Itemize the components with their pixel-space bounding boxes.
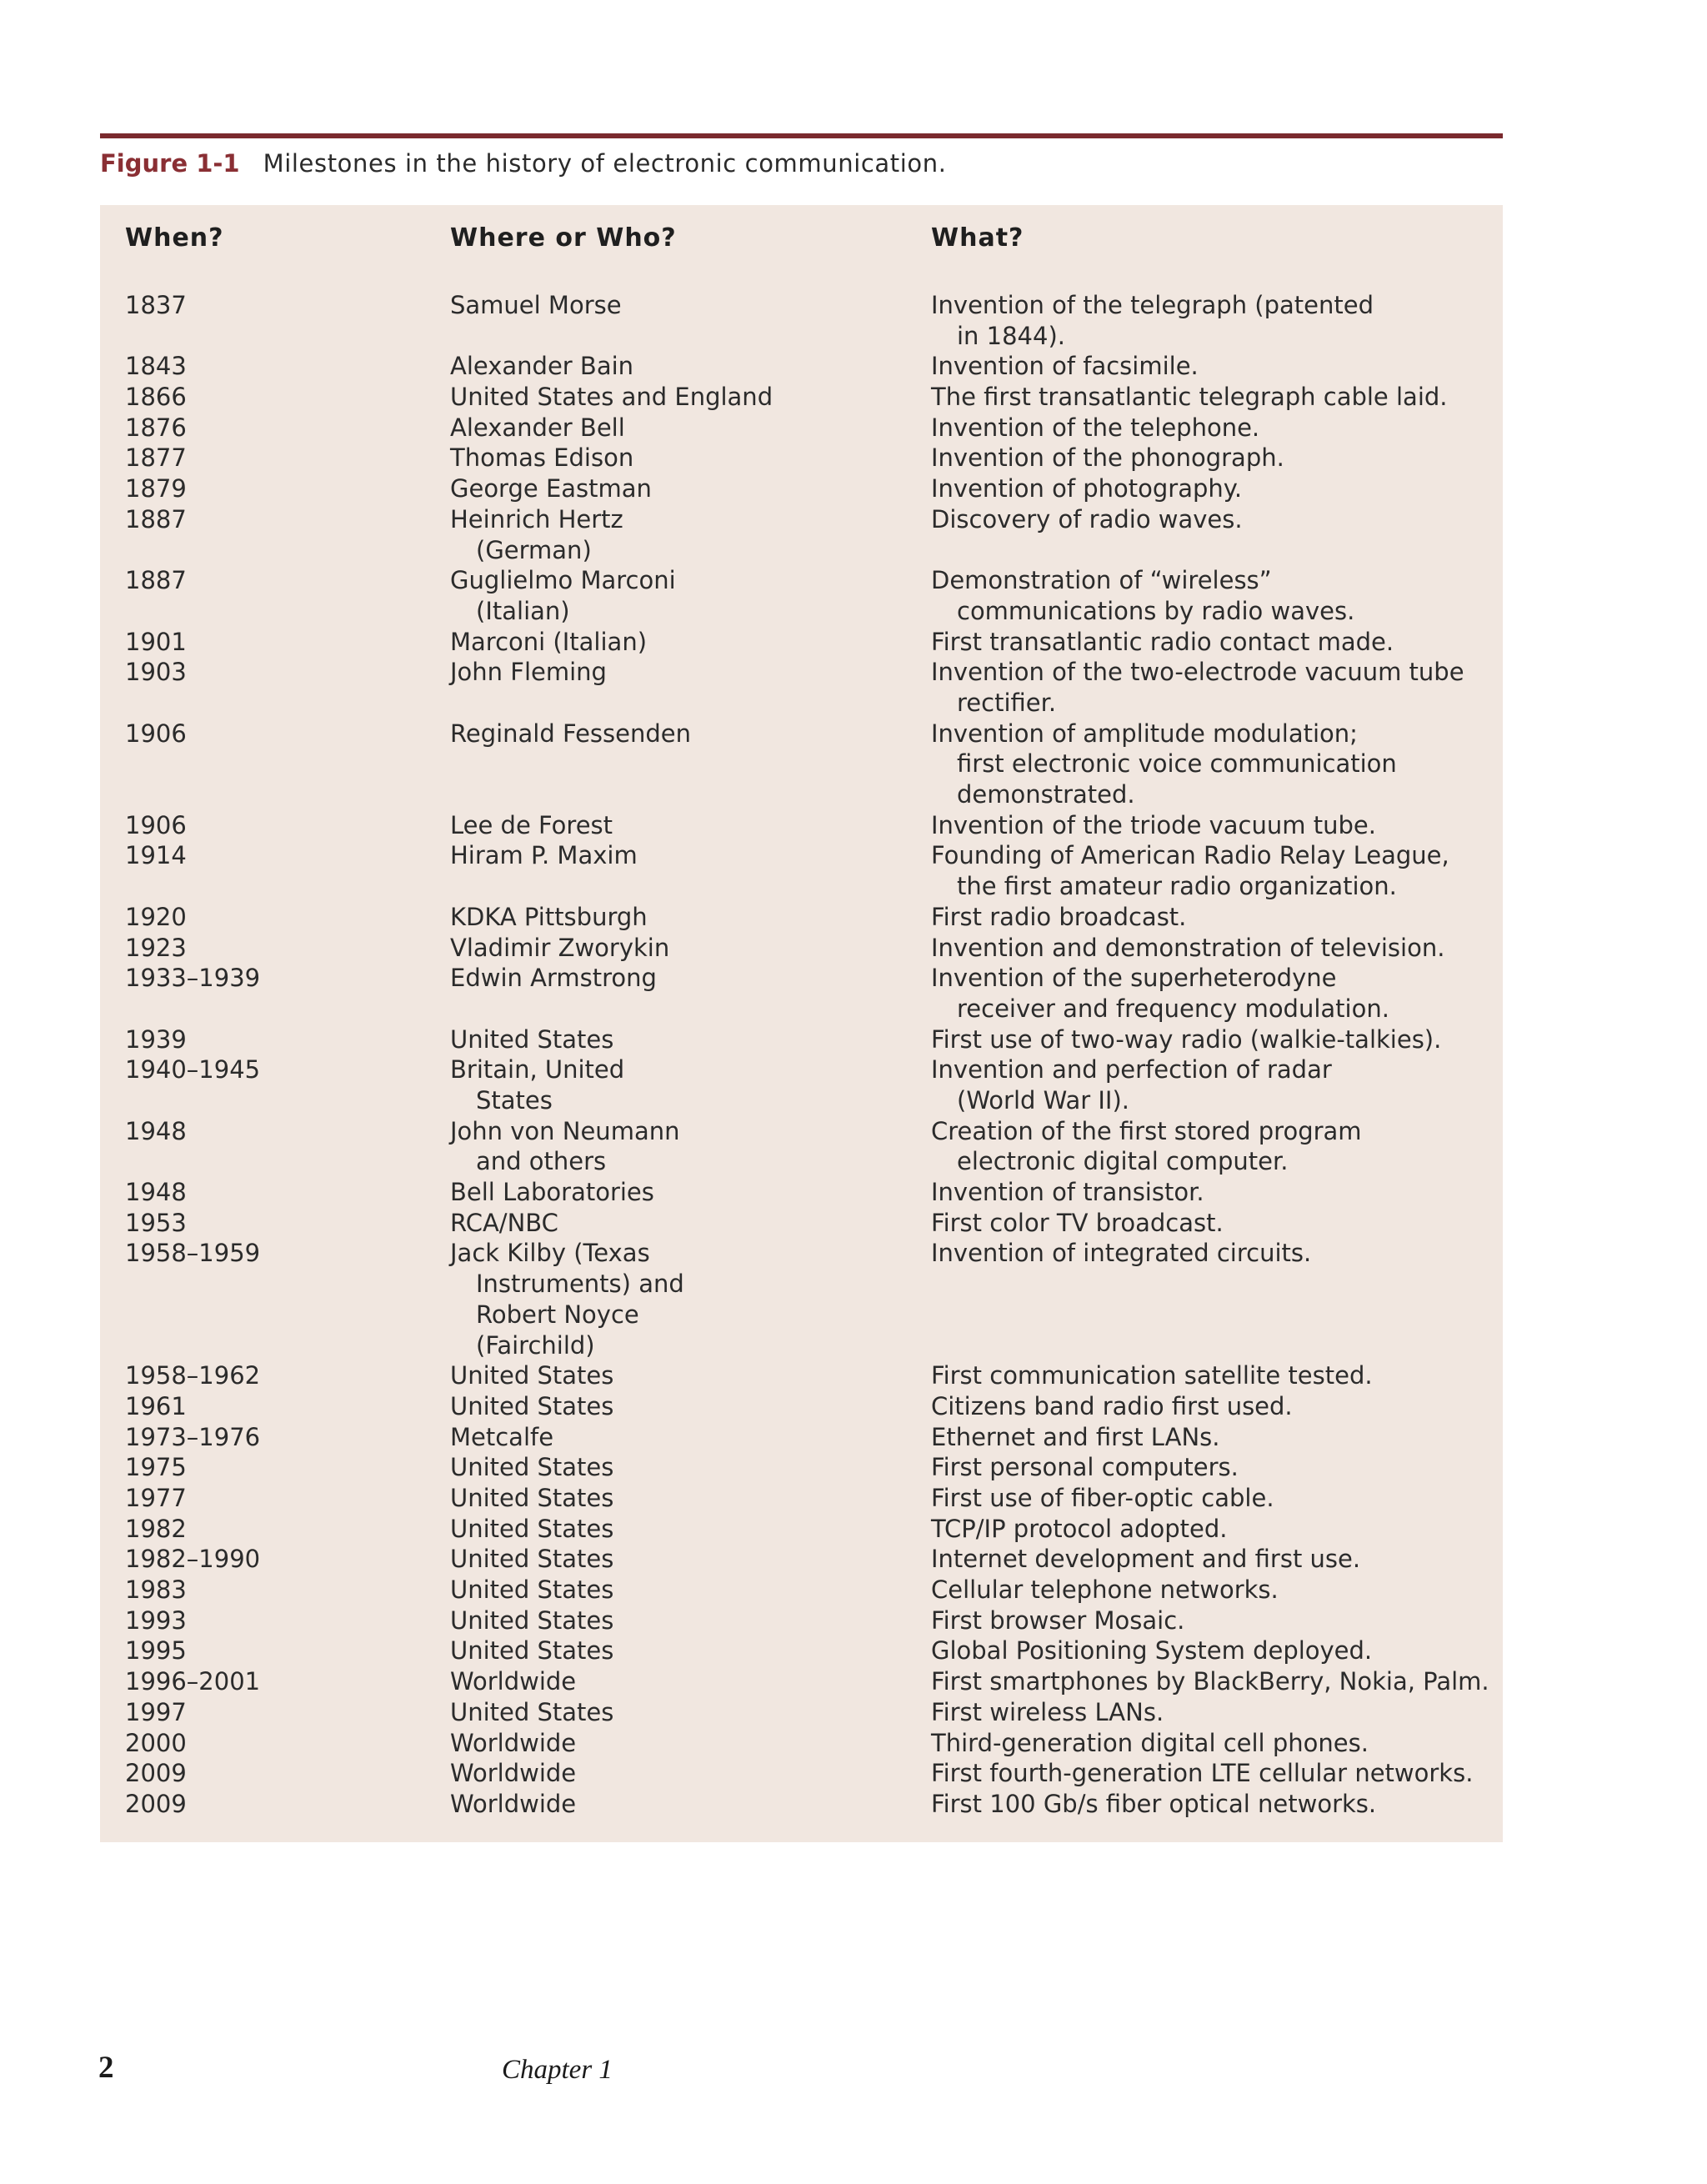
running-footer-chapter: Chapter 1 (502, 2055, 613, 2085)
cell-what (931, 1208, 1498, 1239)
cell-where-or-who (450, 351, 917, 382)
cell-when-text: 1982–1990 (125, 1545, 261, 1574)
cell-where-or-who (450, 719, 917, 749)
cell-when (125, 1238, 442, 1269)
cell-where-line: Worldwide (450, 1728, 577, 1757)
cell-where-or-who (450, 1177, 917, 1208)
cell-where-line: Guglielmo Marconi (450, 566, 676, 595)
cell-what-line: Invention of the phonograph. (931, 443, 1284, 473)
cell-what (931, 627, 1498, 658)
cell-when-text: 1995 (125, 1636, 187, 1666)
table-row (125, 1452, 1484, 1483)
cell-when (125, 290, 442, 321)
table-row (125, 382, 1484, 413)
cell-where-line: John Fleming (450, 658, 607, 687)
cell-where-or-who (450, 443, 917, 473)
cell-where-line: (German) (476, 535, 592, 564)
cell-what (931, 1605, 1498, 1636)
cell-what-line: Invention of integrated circuits. (931, 1239, 1312, 1268)
cell-what (931, 1514, 1498, 1545)
cell-where-or-who (450, 1024, 917, 1055)
cell-what (931, 1391, 1498, 1422)
cell-when-text: 1961 (125, 1391, 187, 1420)
cell-what-line: Creation of the first stored program (931, 1116, 1362, 1145)
cell-what-line: Invention of the triode vacuum tube. (931, 810, 1376, 839)
cell-when (125, 810, 442, 841)
cell-what-line: Internet development and first use. (931, 1545, 1361, 1574)
cell-when (125, 1789, 442, 1820)
cell-where-line: Vladimir Zworykin (450, 933, 670, 962)
cell-where-line: Instruments) and (476, 1270, 684, 1299)
cell-when-text: 1906 (125, 719, 187, 748)
cell-where-line: United States and England (450, 383, 773, 412)
cell-what-line: First use of two-way radio (walkie-talkies). (931, 1024, 1442, 1054)
cell-when-text: 1887 (125, 504, 187, 533)
cell-where-or-who (450, 1666, 917, 1697)
table-body (125, 290, 1489, 1820)
cell-what (931, 840, 1498, 901)
cell-what (931, 1666, 1498, 1697)
cell-when (125, 1452, 442, 1483)
cell-when (125, 473, 442, 504)
cell-when (125, 1024, 442, 1055)
milestones-table (125, 222, 1489, 1820)
cell-where-line: United States (450, 1453, 614, 1482)
cell-when-text: 2009 (125, 1789, 187, 1818)
cell-where-or-who (450, 473, 917, 504)
cell-where-line: United States (450, 1391, 614, 1420)
cell-when-text: 1982 (125, 1514, 187, 1543)
cell-when (125, 504, 442, 535)
cell-where-or-who (450, 1360, 917, 1391)
table-row (125, 1758, 1484, 1789)
cell-when-text: 1983 (125, 1575, 187, 1605)
cell-where-line: Jack Kilby (Texas (450, 1239, 650, 1268)
cell-what (931, 1238, 1498, 1269)
cell-where-line: Marconi (Italian) (450, 627, 648, 656)
cell-what-line: the first amateur radio organization. (957, 872, 1397, 901)
cell-where-or-who (450, 657, 917, 688)
cell-what (931, 1575, 1498, 1605)
cell-where-line: United States (450, 1545, 614, 1574)
table-row (125, 1514, 1484, 1545)
cell-when-text: 1933–1939 (125, 964, 261, 993)
cell-what (931, 1728, 1498, 1759)
cell-where-line: Edwin Armstrong (450, 964, 657, 993)
cell-what-line: First transatlantic radio contact made. (931, 627, 1394, 656)
cell-where-line: States (476, 1086, 553, 1115)
cell-when-text: 1920 (125, 902, 187, 931)
cell-when-text: 1997 (125, 1697, 187, 1726)
cell-when-text: 1901 (125, 627, 187, 656)
header-where-or-who: Where or Who? (450, 223, 677, 253)
table-row (125, 1024, 1484, 1055)
cell-where-line: Alexander Bain (450, 352, 634, 381)
cell-where-line: George Eastman (450, 474, 652, 503)
cell-when-text: 1879 (125, 474, 187, 503)
table-row (125, 902, 1484, 933)
cell-what-line: communications by radio waves. (957, 596, 1355, 625)
cell-when (125, 1177, 442, 1208)
table-row (125, 1697, 1484, 1728)
cell-where-line: Heinrich Hertz (450, 504, 623, 533)
cell-when (125, 1544, 442, 1575)
cell-what (931, 1024, 1498, 1055)
table-row (125, 1177, 1484, 1208)
table-row (125, 1635, 1484, 1666)
table-row (125, 963, 1484, 1024)
cell-what (931, 1116, 1498, 1177)
cell-when-text: 1843 (125, 352, 187, 381)
cell-where-or-who (450, 1238, 917, 1360)
cell-when-text: 1914 (125, 841, 187, 870)
cell-what-line: First personal computers. (931, 1453, 1239, 1482)
cell-what-line: in 1844). (957, 321, 1065, 350)
figure-caption (100, 147, 1503, 180)
table-row (125, 1605, 1484, 1636)
cell-what-line: Invention and perfection of radar (931, 1055, 1332, 1084)
cell-where-line: United States (450, 1605, 614, 1635)
cell-when (125, 627, 442, 658)
cell-what (931, 657, 1498, 718)
cell-when (125, 840, 442, 871)
table-row (125, 473, 1484, 504)
cell-when (125, 657, 442, 688)
header-what: What? (931, 223, 1024, 253)
cell-when (125, 1391, 442, 1422)
cell-when-text: 1906 (125, 810, 187, 839)
cell-where-or-who (450, 1054, 917, 1115)
cell-what (931, 1360, 1498, 1391)
cell-where-line: Metcalfe (450, 1422, 554, 1451)
cell-what-line: Citizens band radio first used. (931, 1391, 1293, 1420)
cell-when-text: 1877 (125, 443, 187, 473)
table-row (125, 627, 1484, 658)
cell-when (125, 1697, 442, 1728)
cell-where-or-who (450, 1422, 917, 1453)
cell-what-line: (World War II). (957, 1086, 1130, 1115)
cell-what-line: first electronic voice communication (957, 749, 1397, 779)
cell-what-line: First wireless LANs. (931, 1697, 1164, 1726)
cell-when (125, 1483, 442, 1514)
cell-when (125, 1422, 442, 1453)
cell-when-text: 1903 (125, 658, 187, 687)
cell-what-line: Invention of the two-electrode vacuum tube (931, 658, 1464, 687)
cell-what (931, 504, 1498, 535)
cell-where-or-who (450, 504, 917, 565)
cell-where-line: United States (450, 1484, 614, 1513)
table-row (125, 933, 1484, 964)
table-row (125, 1360, 1484, 1391)
cell-when (125, 1208, 442, 1239)
cell-what (931, 1422, 1498, 1453)
page-number: 2 (98, 2051, 114, 2085)
cell-where-or-who (450, 1605, 917, 1636)
table-row (125, 1208, 1484, 1239)
cell-when (125, 351, 442, 382)
cell-where-or-who (450, 290, 917, 321)
cell-when (125, 1728, 442, 1759)
cell-where-line: United States (450, 1636, 614, 1666)
table-row (125, 413, 1484, 443)
cell-where-line: Thomas Edison (450, 443, 634, 473)
cell-when (125, 1605, 442, 1636)
cell-when (125, 1575, 442, 1605)
cell-what (931, 473, 1498, 504)
cell-where-line: United States (450, 1514, 614, 1543)
cell-when (125, 1758, 442, 1789)
cell-where-or-who (450, 963, 917, 994)
cell-what (931, 1789, 1498, 1820)
cell-where-line: United States (450, 1575, 614, 1605)
cell-what-line: Global Positioning System deployed. (931, 1636, 1373, 1666)
cell-where-or-who (450, 1116, 917, 1177)
cell-when-text: 1940–1945 (125, 1055, 261, 1084)
cell-when (125, 719, 442, 749)
cell-what-line: First communication satellite tested. (931, 1361, 1373, 1390)
cell-where-line: (Italian) (476, 596, 570, 625)
cell-when (125, 1116, 442, 1147)
cell-where-or-who (450, 1483, 917, 1514)
cell-when-text: 1866 (125, 383, 187, 412)
cell-when (125, 963, 442, 994)
cell-what-line: Invention and demonstration of television. (931, 933, 1445, 962)
cell-where-line: United States (450, 1024, 614, 1054)
cell-what-line: Founding of American Radio Relay League, (931, 841, 1449, 870)
table-row (125, 840, 1484, 901)
cell-where-or-who (450, 840, 917, 871)
cell-what-line: Invention of transistor. (931, 1178, 1204, 1207)
cell-what-line: electronic digital computer. (957, 1147, 1289, 1176)
figure-top-rule (100, 133, 1503, 138)
cell-what (931, 1483, 1498, 1514)
cell-when-text: 1948 (125, 1116, 187, 1145)
table-row (125, 1666, 1489, 1697)
cell-where-or-who (450, 1789, 917, 1820)
cell-where-line: Hiram P. Maxim (450, 841, 638, 870)
cell-when-text: 1958–1959 (125, 1239, 261, 1268)
cell-when-text: 1837 (125, 291, 187, 319)
table-row (125, 565, 1484, 626)
cell-what (931, 902, 1498, 933)
cell-when-text: 1887 (125, 566, 187, 595)
cell-where-or-who (450, 565, 917, 626)
cell-when-text: 2000 (125, 1728, 187, 1757)
cell-where-line: United States (450, 1697, 614, 1726)
cell-where-or-who (450, 1544, 917, 1575)
cell-when-text: 1958–1962 (125, 1361, 261, 1390)
cell-where-or-who (450, 1514, 917, 1545)
cell-what-line: First browser Mosaic. (931, 1605, 1185, 1635)
table-row (125, 290, 1484, 351)
table-row (125, 443, 1484, 473)
cell-where-line: and others (476, 1147, 607, 1176)
cell-what-line: First 100 Gb/s fiber optical networks. (931, 1789, 1377, 1818)
cell-when (125, 382, 442, 413)
cell-where-or-who (450, 1697, 917, 1728)
cell-when (125, 443, 442, 473)
cell-where-line: Worldwide (450, 1759, 577, 1788)
cell-what-line: First color TV broadcast. (931, 1208, 1224, 1237)
cell-when-text: 1975 (125, 1453, 187, 1482)
table-row (125, 810, 1484, 841)
cell-what (931, 290, 1498, 351)
cell-what-line: Invention of the telegraph (patented (931, 291, 1374, 319)
cell-what-line: First use of fiber-optic cable. (931, 1484, 1274, 1513)
table-row (125, 1238, 1484, 1360)
cell-where-or-who (450, 1391, 917, 1422)
table-row (125, 1422, 1484, 1453)
cell-when (125, 1666, 442, 1697)
table-header-row (125, 222, 1484, 268)
cell-where-or-who (450, 902, 917, 933)
cell-when (125, 1635, 442, 1666)
table-row (125, 351, 1484, 382)
cell-where-line: Lee de Forest (450, 810, 613, 839)
cell-when-text: 1953 (125, 1208, 187, 1237)
cell-where-line: RCA/NBC (450, 1208, 558, 1237)
cell-what (931, 351, 1498, 382)
cell-what-line: Invention of the telephone. (931, 413, 1260, 442)
cell-where-or-who (450, 933, 917, 964)
figure-caption-text: Milestones in the history of electronic communication. (263, 149, 947, 178)
cell-where-line: Reginald Fessenden (450, 719, 691, 748)
figure-label: Figure 1-1 (100, 149, 240, 178)
cell-what (931, 1054, 1498, 1115)
cell-when (125, 1514, 442, 1545)
cell-what-line: First fourth-generation LTE cellular networks. (931, 1759, 1474, 1788)
cell-where-line: Britain, United (450, 1055, 625, 1084)
cell-where-line: Worldwide (450, 1789, 577, 1818)
cell-when-text: 1996–2001 (125, 1667, 261, 1696)
cell-what-line: Invention of photography. (931, 474, 1243, 503)
cell-where-or-who (450, 413, 917, 443)
table-row (125, 1789, 1484, 1820)
cell-what-line: Invention of facsimile. (931, 352, 1199, 381)
cell-where-line: Alexander Bell (450, 413, 625, 442)
cell-where-or-who (450, 1452, 917, 1483)
cell-when (125, 1054, 442, 1085)
cell-what-line: rectifier. (957, 689, 1057, 717)
cell-when-text: 1977 (125, 1484, 187, 1513)
cell-when-text: 2009 (125, 1759, 187, 1788)
table-row (125, 657, 1484, 718)
cell-when (125, 1360, 442, 1391)
cell-where-or-who (450, 1575, 917, 1605)
cell-where-line: Samuel Morse (450, 291, 622, 319)
cell-where-or-who (450, 382, 917, 413)
cell-what (931, 1177, 1498, 1208)
cell-when-text: 1939 (125, 1024, 187, 1054)
cell-what-line: TCP/IP protocol adopted. (931, 1514, 1228, 1543)
cell-when-text: 1993 (125, 1605, 187, 1635)
cell-what (931, 1544, 1498, 1575)
cell-what (931, 565, 1498, 626)
cell-what (931, 1697, 1498, 1728)
cell-when-text: 1948 (125, 1178, 187, 1207)
cell-what (931, 382, 1498, 413)
cell-when-text: 1876 (125, 413, 187, 442)
cell-what-line: Discovery of radio waves. (931, 504, 1243, 533)
cell-what (931, 1452, 1498, 1483)
cell-what-line: Invention of amplitude modulation; (931, 719, 1358, 748)
cell-when-text: 1923 (125, 933, 187, 962)
header-when: When? (125, 223, 224, 253)
cell-what-line: Demonstration of “wireless” (931, 566, 1272, 595)
cell-where-line: Robert Noyce (476, 1300, 639, 1329)
cell-where-line: Bell Laboratories (450, 1178, 654, 1207)
cell-when (125, 902, 442, 933)
cell-what-line: Invention of the superheterodyne (931, 964, 1337, 993)
table-row (125, 504, 1484, 565)
cell-where-or-who (450, 1758, 917, 1789)
table-row (125, 1575, 1484, 1605)
table-row (125, 719, 1484, 810)
cell-what (931, 443, 1498, 473)
cell-when-text: 1973–1976 (125, 1422, 261, 1451)
cell-what-line: Third-generation digital cell phones. (931, 1728, 1369, 1757)
cell-what-line: Cellular telephone networks. (931, 1575, 1279, 1605)
cell-where-or-who (450, 1635, 917, 1666)
table-row (125, 1483, 1484, 1514)
cell-where-line: United States (450, 1361, 614, 1390)
cell-what-line: receiver and frequency modulation. (957, 994, 1389, 1023)
cell-where-line: KDKA Pittsburgh (450, 902, 648, 931)
cell-where-line: John von Neumann (450, 1116, 680, 1145)
cell-when (125, 565, 442, 596)
cell-what (931, 1758, 1498, 1789)
cell-what-line: Ethernet and first LANs. (931, 1422, 1220, 1451)
cell-where-or-who (450, 1728, 917, 1759)
cell-what (931, 719, 1498, 810)
cell-what-line: First smartphones by BlackBerry, Nokia, Palm. (931, 1667, 1489, 1696)
cell-when (125, 413, 442, 443)
table-row (125, 1116, 1484, 1177)
cell-what-line: The first transatlantic telegraph cable laid. (931, 383, 1448, 412)
cell-what (931, 963, 1498, 1024)
cell-where-or-who (450, 627, 917, 658)
cell-what (931, 933, 1498, 964)
table-row (125, 1544, 1484, 1575)
cell-where-line: Worldwide (450, 1667, 577, 1696)
cell-what-line: demonstrated. (957, 780, 1135, 809)
cell-where-or-who (450, 810, 917, 841)
table-row (125, 1728, 1484, 1759)
table-row (125, 1054, 1484, 1115)
table-row (125, 1391, 1484, 1422)
cell-what-line: First radio broadcast. (931, 902, 1187, 931)
cell-where-or-who (450, 1208, 917, 1239)
cell-what (931, 1635, 1498, 1666)
cell-what (931, 810, 1498, 841)
milestones-table-panel (100, 205, 1503, 1842)
cell-what (931, 413, 1498, 443)
cell-where-line: (Fairchild) (476, 1330, 595, 1360)
cell-when (125, 933, 442, 964)
